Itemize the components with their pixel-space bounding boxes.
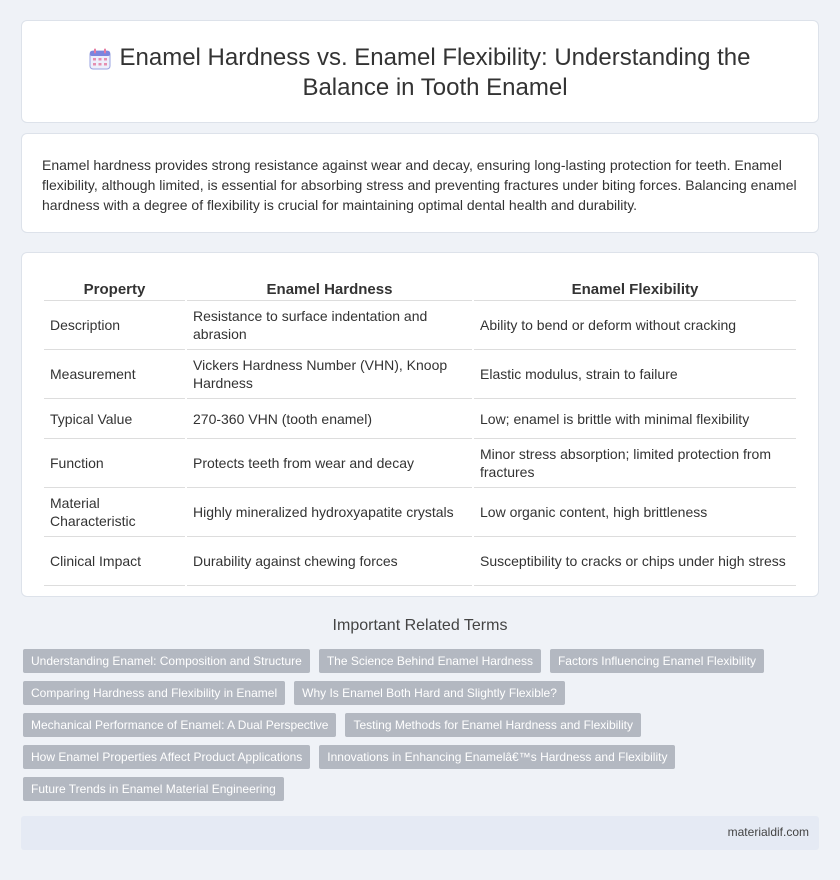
table-row — [44, 399, 796, 439]
footer — [21, 816, 819, 850]
table-row — [44, 350, 796, 399]
related-term-tag[interactable]: Innovations in Enhancing Enamelâ€™s Hardness and Flexibility — [319, 745, 675, 769]
table-cell: Susceptibility to cracks or chips under high stress — [474, 537, 796, 586]
table-cell: Low; enamel is brittle with minimal flexibility — [474, 399, 796, 439]
table-cell: Ability to bend or deform without cracking — [474, 301, 796, 350]
related-term-tag[interactable]: Why Is Enamel Both Hard and Slightly Flexible? — [294, 681, 565, 705]
table-row — [44, 439, 796, 488]
table-cell: Function — [44, 439, 185, 488]
column-header-hardness: Enamel Hardness — [187, 277, 472, 301]
intro-text: Enamel hardness provides strong resistance against wear and decay, ensuring long-lasting protection for teeth. Enamel flexibility, although limited, is essential for absorbing stress and preventing fractures under biting forces. Balancing enamel hardness with a degree of flexibility is crucial for maintaining optimal dental health and durability. — [42, 157, 797, 213]
table-cell: Material Characteristic — [44, 488, 185, 537]
table-cell: Typical Value — [44, 399, 185, 439]
page-title: Enamel Hardness vs. Enamel Flexibility: Understanding the Balance in Tooth Enamel — [119, 44, 751, 101]
header-card — [21, 20, 819, 123]
table-header-row — [44, 277, 796, 301]
column-header-property: Property — [44, 277, 185, 301]
table-cell: 270-360 VHN (tooth enamel) — [187, 399, 472, 439]
related-terms-list — [23, 649, 803, 801]
table-cell: Measurement — [44, 350, 185, 399]
table-cell: Description — [44, 301, 185, 350]
comparison-table — [42, 277, 798, 586]
related-term-tag[interactable]: How Enamel Properties Affect Product Applications — [23, 745, 310, 769]
related-terms-title: Important Related Terms — [332, 617, 508, 634]
table-row — [44, 537, 796, 586]
related-term-tag[interactable]: Comparing Hardness and Flexibility in Enamel — [23, 681, 285, 705]
related-term-tag[interactable]: Understanding Enamel: Composition and Structure — [23, 649, 310, 673]
table-cell: Minor stress absorption; limited protection from fractures — [474, 439, 796, 488]
table-cell: Resistance to surface indentation and abrasion — [187, 301, 472, 350]
related-term-tag[interactable]: Factors Influencing Enamel Flexibility — [550, 649, 764, 673]
table-cell: Protects teeth from wear and decay — [187, 439, 472, 488]
related-term-tag[interactable]: Mechanical Performance of Enamel: A Dual Perspective — [23, 713, 336, 737]
footer-site-link[interactable]: materialdif.com — [727, 825, 809, 839]
comparison-table-card — [21, 252, 819, 597]
table-cell: Low organic content, high brittleness — [474, 488, 796, 537]
table-row — [44, 488, 796, 537]
table-cell: Durability against chewing forces — [187, 537, 472, 586]
column-header-flexibility: Enamel Flexibility — [474, 277, 796, 301]
related-term-tag[interactable]: Testing Methods for Enamel Hardness and Flexibility — [345, 713, 640, 737]
related-term-tag[interactable]: Future Trends in Enamel Material Engineering — [23, 777, 284, 801]
table-row — [44, 301, 796, 350]
table-cell: Clinical Impact — [44, 537, 185, 586]
related-term-tag[interactable]: The Science Behind Enamel Hardness — [319, 649, 541, 673]
table-cell: Elastic modulus, strain to failure — [474, 350, 796, 399]
table-cell: Vickers Hardness Number (VHN), Knoop Hardness — [187, 350, 472, 399]
intro-card — [21, 133, 819, 233]
table-cell: Highly mineralized hydroxyapatite crystals — [187, 488, 472, 537]
